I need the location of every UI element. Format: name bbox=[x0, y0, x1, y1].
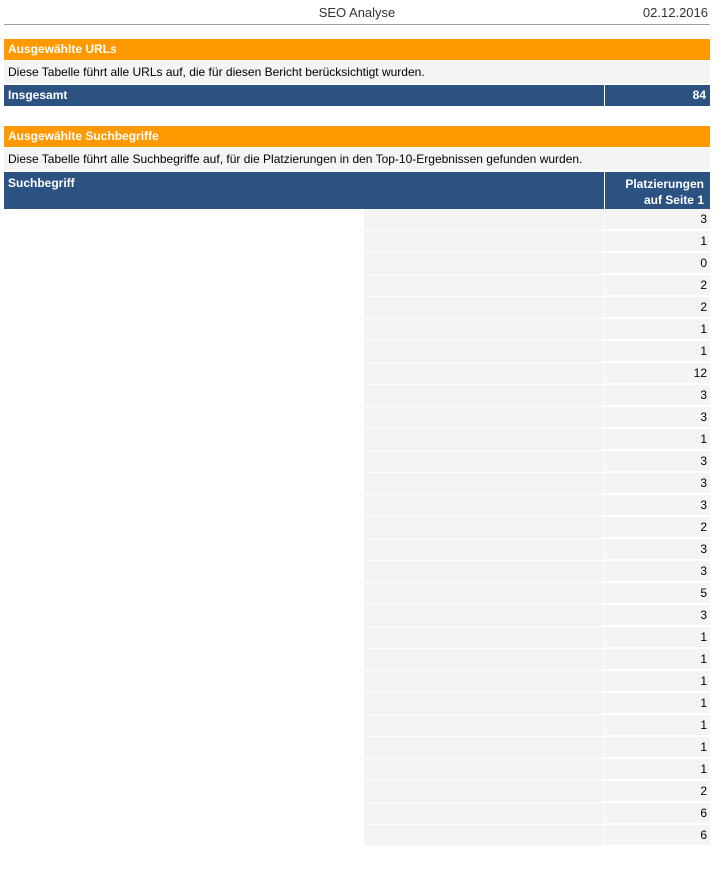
keyword-cell bbox=[4, 253, 362, 275]
spacer-cell bbox=[364, 583, 604, 605]
table-row bbox=[4, 781, 710, 803]
keyword-cell bbox=[4, 473, 362, 495]
total-value: 84 bbox=[692, 88, 706, 102]
keyword-cell bbox=[4, 583, 362, 605]
spacer-cell bbox=[364, 385, 604, 407]
rank-count-cell: 2 bbox=[605, 297, 710, 318]
spacer-cell bbox=[364, 209, 604, 231]
total-label: Insgesamt bbox=[8, 88, 68, 102]
spacer-cell bbox=[364, 539, 604, 561]
rank-count-cell: 1 bbox=[605, 319, 710, 340]
keyword-cell bbox=[4, 539, 362, 561]
table-row bbox=[4, 297, 710, 319]
keyword-cell bbox=[4, 627, 362, 649]
keyword-cell bbox=[4, 451, 362, 473]
table-row bbox=[4, 385, 710, 407]
rank-count-cell: 3 bbox=[605, 209, 710, 230]
table-row bbox=[4, 429, 710, 451]
rank-count-cell: 5 bbox=[605, 583, 710, 604]
spacer-cell bbox=[364, 473, 604, 495]
spacer-cell bbox=[364, 605, 604, 627]
spacer-cell bbox=[364, 451, 604, 473]
keyword-cell bbox=[4, 693, 362, 715]
rank-count-cell: 3 bbox=[605, 451, 710, 472]
keyword-cell bbox=[4, 605, 362, 627]
urls-total-row bbox=[4, 85, 710, 106]
spacer-cell bbox=[364, 429, 604, 451]
report-date: 02.12.2016 bbox=[642, 5, 708, 20]
keyword-cell bbox=[4, 759, 362, 781]
table-row bbox=[4, 671, 710, 693]
table-row bbox=[4, 825, 710, 847]
spacer-cell bbox=[364, 561, 604, 583]
spacer-cell bbox=[364, 341, 604, 363]
spacer-cell bbox=[364, 627, 604, 649]
spacer-cell bbox=[364, 319, 604, 341]
spacer-cell bbox=[364, 825, 604, 847]
column-header-rankings-line2: auf Seite 1 bbox=[643, 193, 704, 207]
rank-count-cell: 1 bbox=[605, 737, 710, 758]
spacer-cell bbox=[364, 363, 604, 385]
spacer-cell bbox=[364, 495, 604, 517]
rank-count-cell: 3 bbox=[605, 605, 710, 626]
spacer-cell bbox=[364, 297, 604, 319]
keywords-section-title: Ausgewählte Suchbegriffe bbox=[4, 126, 710, 147]
keyword-cell bbox=[4, 297, 362, 319]
keyword-cell bbox=[4, 715, 362, 737]
table-row bbox=[4, 539, 710, 561]
keyword-cell bbox=[4, 385, 362, 407]
keyword-cell bbox=[4, 495, 362, 517]
keyword-cell bbox=[4, 781, 362, 803]
rank-count-cell: 1 bbox=[605, 693, 710, 714]
table-row bbox=[4, 451, 710, 473]
keyword-cell bbox=[4, 319, 362, 341]
column-header-rankings bbox=[625, 176, 704, 208]
column-header-keyword: Suchbegriff bbox=[8, 176, 75, 190]
spacer-cell bbox=[364, 693, 604, 715]
column-divider bbox=[604, 172, 605, 209]
keyword-cell bbox=[4, 561, 362, 583]
rank-count-cell: 3 bbox=[605, 407, 710, 428]
rank-count-cell: 1 bbox=[605, 627, 710, 648]
keywords-table-body bbox=[4, 209, 710, 847]
keyword-cell bbox=[4, 363, 362, 385]
spacer-cell bbox=[364, 781, 604, 803]
urls-section-title: Ausgewählte URLs bbox=[4, 39, 710, 60]
table-row bbox=[4, 715, 710, 737]
rank-count-cell: 2 bbox=[605, 517, 710, 538]
spacer-cell bbox=[364, 253, 604, 275]
table-row bbox=[4, 319, 710, 341]
keyword-cell bbox=[4, 429, 362, 451]
rank-count-cell: 3 bbox=[605, 561, 710, 582]
rank-count-cell: 3 bbox=[605, 495, 710, 516]
column-header-rankings-line1: Platzierungen bbox=[625, 177, 704, 191]
spacer-cell bbox=[364, 737, 604, 759]
table-row bbox=[4, 407, 710, 429]
keyword-cell bbox=[4, 209, 362, 231]
spacer-cell bbox=[364, 231, 604, 253]
rank-count-cell: 3 bbox=[605, 539, 710, 560]
table-row bbox=[4, 561, 710, 583]
rank-count-cell: 3 bbox=[605, 385, 710, 406]
keywords-table-header bbox=[4, 172, 710, 209]
keyword-cell bbox=[4, 275, 362, 297]
rank-count-cell: 1 bbox=[605, 231, 710, 252]
table-row bbox=[4, 627, 710, 649]
spacer-cell bbox=[364, 649, 604, 671]
table-row bbox=[4, 473, 710, 495]
table-row bbox=[4, 759, 710, 781]
keyword-cell bbox=[4, 737, 362, 759]
keyword-cell bbox=[4, 231, 362, 253]
table-row bbox=[4, 341, 710, 363]
rank-count-cell: 0 bbox=[605, 253, 710, 274]
spacer-cell bbox=[364, 407, 604, 429]
table-row bbox=[4, 517, 710, 539]
rank-count-cell: 2 bbox=[605, 275, 710, 296]
rank-count-cell: 12 bbox=[605, 363, 710, 384]
keyword-cell bbox=[4, 517, 362, 539]
page-header bbox=[4, 0, 710, 25]
rank-count-cell: 1 bbox=[605, 429, 710, 450]
rank-count-cell: 2 bbox=[605, 781, 710, 802]
table-row bbox=[4, 583, 710, 605]
keyword-cell bbox=[4, 341, 362, 363]
table-row bbox=[4, 495, 710, 517]
rank-count-cell: 3 bbox=[605, 473, 710, 494]
spacer-cell bbox=[364, 671, 604, 693]
report-title: SEO Analyse bbox=[318, 5, 396, 20]
spacer-cell bbox=[364, 803, 604, 825]
rank-count-cell: 1 bbox=[605, 341, 710, 362]
keyword-cell bbox=[4, 649, 362, 671]
table-row bbox=[4, 363, 710, 385]
rank-count-cell: 1 bbox=[605, 759, 710, 780]
keyword-cell bbox=[4, 407, 362, 429]
rank-count-cell: 1 bbox=[605, 671, 710, 692]
table-row bbox=[4, 605, 710, 627]
spacer-cell bbox=[364, 517, 604, 539]
urls-section-description: Diese Tabelle führt alle URLs auf, die für diesen Bericht berücksichtigt wurden. bbox=[4, 61, 710, 83]
spacer-cell bbox=[364, 759, 604, 781]
spacer-cell bbox=[364, 275, 604, 297]
table-row bbox=[4, 253, 710, 275]
rank-count-cell: 1 bbox=[605, 649, 710, 670]
table-row bbox=[4, 275, 710, 297]
table-row bbox=[4, 209, 710, 231]
spacer-cell bbox=[364, 715, 604, 737]
keyword-cell bbox=[4, 671, 362, 693]
table-row bbox=[4, 737, 710, 759]
table-row bbox=[4, 231, 710, 253]
rank-count-cell: 6 bbox=[605, 825, 710, 846]
table-row bbox=[4, 693, 710, 715]
rank-count-cell: 6 bbox=[605, 803, 710, 824]
rank-count-cell: 1 bbox=[605, 715, 710, 736]
table-row bbox=[4, 803, 710, 825]
keyword-cell bbox=[4, 825, 362, 847]
keyword-cell bbox=[4, 803, 362, 825]
table-row bbox=[4, 649, 710, 671]
column-divider bbox=[604, 85, 605, 106]
keywords-section-description: Diese Tabelle führt alle Suchbegriffe auf, für die Platzierungen in den Top-10-Ergebnissen gefunden wurden. bbox=[4, 148, 710, 170]
